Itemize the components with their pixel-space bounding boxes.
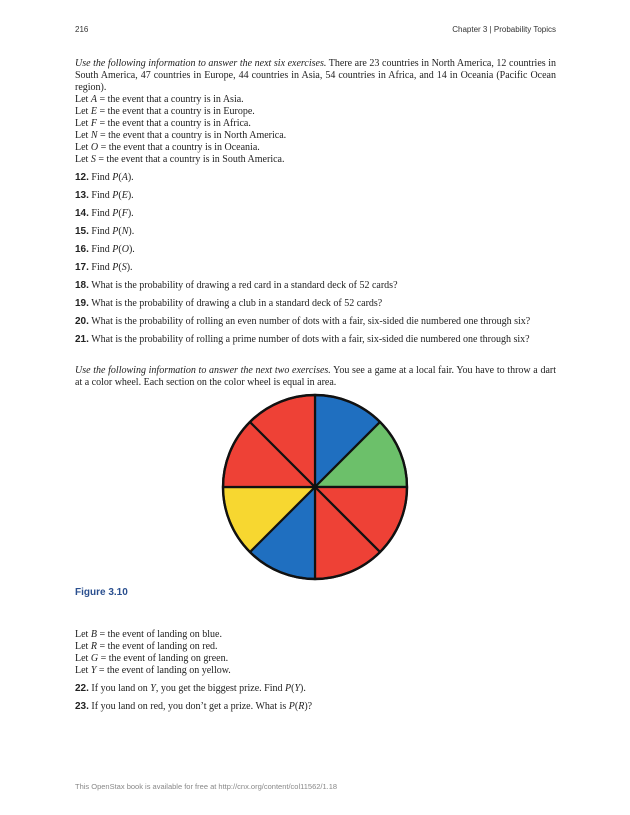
exercise-number: 18. [75, 280, 89, 291]
exercise-variable: Y [294, 683, 301, 694]
exercise-number: 14. [75, 208, 89, 219]
event-definition: Let O = the event that a country is in Oceania. [75, 142, 260, 153]
exercise-text: What is the probability of drawing a club in a standard deck of 52 cards? [91, 298, 383, 309]
exercise-number: 21. [75, 334, 89, 345]
event-definitions-1 [75, 94, 556, 166]
exercise-16: 16. Find P(O). [75, 244, 135, 255]
exercise-text: If you land on red, you don’t get a prize. What is [91, 701, 289, 712]
exercise-function: P [288, 701, 295, 712]
event-definition: Let B = the event of landing on blue. [75, 629, 222, 640]
exercise-15: 15. Find P(N). [75, 226, 135, 237]
exercise-21 [75, 334, 556, 346]
exercise-variable: F [121, 208, 128, 219]
exercise-variable: R [298, 701, 305, 712]
exercise-14: 14. Find P(F). [75, 208, 134, 219]
exercise-number: 22. [75, 683, 89, 694]
event-letter: S [90, 154, 96, 165]
exercise-text: What is the probability of rolling a prime number of dots with a fair, six-sided die numbered one through six? [91, 334, 530, 345]
exercise-number: 17. [75, 262, 89, 273]
intro-lead-2: Use the following information to answer the next two exercises. [75, 365, 331, 376]
exercise-number: 23. [75, 701, 89, 712]
intro-paragraph-1 [75, 58, 556, 94]
event-letter: B [90, 629, 97, 640]
page-number: 216 [75, 25, 89, 34]
exercise-23: 23. If you land on red, you don’t get a prize. What is P(R)? [75, 701, 313, 712]
exercise-number: 15. [75, 226, 89, 237]
exercise-text: If you land on [91, 683, 151, 694]
exercise-variable: S [121, 262, 127, 273]
figure-caption: Figure 3.10 [75, 587, 128, 598]
exercise-12: 12. Find P(A). [75, 172, 134, 183]
event-text: the event that a country is in North America. [108, 130, 287, 141]
event-letter: G [90, 653, 99, 664]
event-text: the event that a country is in South America. [106, 154, 285, 165]
exercise-number: 20. [75, 316, 89, 327]
event-definition: Let Y = the event of landing on yellow. [75, 665, 231, 676]
event-letter: E [90, 106, 97, 117]
event-letter: Y [90, 665, 97, 676]
exercise-text: What is the probability of rolling an even number of dots with a fair, six-sided die numbered one through six? [91, 316, 531, 327]
event-definition: Let N = the event that a country is in North America. [75, 130, 287, 141]
exercise-19 [75, 298, 556, 310]
exercise-17: 17. Find P(S). [75, 262, 133, 273]
exercise-text: ). [300, 683, 306, 694]
exercise-20 [75, 316, 556, 328]
event-letter: O [90, 142, 99, 153]
intro-paragraph-2 [75, 365, 556, 389]
exercise-variable: O [121, 244, 129, 255]
exercise-variable: N [121, 226, 129, 237]
event-letter: N [90, 130, 98, 141]
event-definition: Let R = the event of landing on red. [75, 641, 218, 652]
exercise-13: 13. Find P(E). [75, 190, 134, 201]
event-text: the event of landing on yellow. [107, 665, 231, 676]
event-letter: F [90, 118, 97, 129]
exercise-number: 12. [75, 172, 89, 183]
event-letter: A [90, 94, 97, 105]
event-text: the event that a country is in Africa. [107, 118, 251, 129]
intro-text-1: There are 23 countries in North America, 12 countries in South America, 47 countries in Europe, 44 countries in Asia, 54 countries in Africa, and 14 in Oceania (Pacific Ocean region). [75, 58, 557, 93]
event-letter: R [90, 641, 97, 652]
exercise-variable: E [121, 190, 128, 201]
exercise-22: 22. If you land on Y, you get the biggest prize. Find P(Y). [75, 683, 306, 694]
intro-text-2: You see a game at a local fair. You have to throw a dart at a color wheel. Each section on the color wheel is equal in area. [75, 365, 556, 388]
chapter-header: Chapter 3 | Probability Topics [452, 25, 556, 34]
exercise-number: 16. [75, 244, 89, 255]
exercise-text: , you get the biggest prize. Find [155, 683, 286, 694]
event-text: the event that a country is in Oceania. [108, 142, 260, 153]
event-definition: Let E = the event that a country is in Europe. [75, 106, 255, 117]
event-text: the event that a country is in Europe. [107, 106, 255, 117]
exercise-text: )? [304, 701, 313, 712]
event-definitions-2 [75, 629, 556, 713]
event-definition: Let F = the event that a country is in Africa. [75, 118, 251, 129]
event-text: the event of landing on blue. [107, 629, 222, 640]
exercise-number: 13. [75, 190, 89, 201]
color-wheel-figure [221, 393, 409, 581]
footer-note: This OpenStax book is available for free at http://cnx.org/content/col11562/1.18 [75, 782, 338, 791]
exercise-variable: Y [150, 683, 156, 694]
intro-lead-1: Use the following information to answer the next six exercises. [75, 58, 327, 69]
exercise-function: P [285, 683, 292, 694]
exercise-variable: A [121, 172, 128, 183]
event-definition: Let A = the event that a country is in Asia. [75, 94, 244, 105]
exercise-number: 19. [75, 298, 89, 309]
event-definition: Let S = the event that a country is in South America. [75, 154, 285, 165]
event-text: the event of landing on green. [108, 653, 229, 664]
event-text: the event of landing on red. [107, 641, 218, 652]
event-text: the event that a country is in Asia. [107, 94, 244, 105]
event-definition: Let G = the event of landing on green. [75, 653, 229, 664]
exercise-18 [75, 280, 556, 292]
main-content [75, 58, 556, 389]
exercise-text: What is the probability of drawing a red card in a standard deck of 52 cards? [91, 280, 398, 291]
